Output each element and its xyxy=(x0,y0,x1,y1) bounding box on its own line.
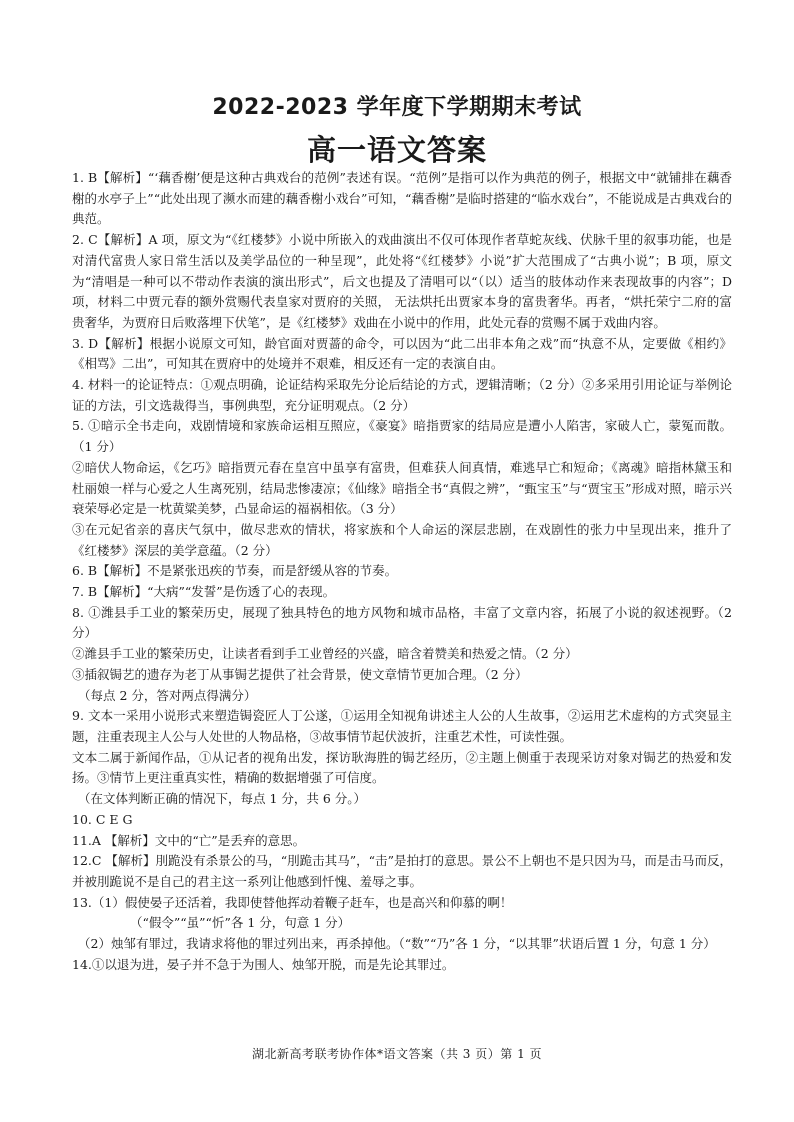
answer-subtitle: 高一语文答案 xyxy=(306,133,487,167)
answer-12: 12.C 【解析】刖跪没有杀景公的马，“刖跪击其马”，“击”是拍打的意思。景公不上朝也不是只因为马，而是击马而反，并被刖跪说不是自己的君主这一系列让他感到忏愧、羞辱之事。 xyxy=(72,853,732,889)
answer-6: 6. B【解析】不是紧张迅疾的节奏，而是舒缓从容的节奏。 xyxy=(72,563,398,579)
answer-8-scoring-note: （每点 2 分，答对两点得满分） xyxy=(78,687,257,703)
answer-13-part-1-scoring: （“假令”“虽”“忻”各 1 分，句意 1 分） xyxy=(130,915,351,931)
answer-5-point-2: ②暗伏人物命运，《乞巧》暗指贾元春在皇宫中虽享有富贵，但难获人间真情，难逃早亡和短命；《离魂》暗指林黛玉和杜丽娘一样与心爱之人生离死别，结局悲惨凄凉；《仙缘》暗指全书“真假之辨”，“甄宝玉”与“贾宝玉”形成对照，暗示兴衰荣辱必定是一枕黄粱美梦，凸显命运的福祸相依。（3 分） xyxy=(72,459,732,517)
answer-1: 1. B【解析】“‘藕香榭’便是这种古典戏台的范例”表述有误。“范例”是指可以作为典范的例子，根据文中“就铺排在藕香榭的水亭子上”“此处出现了濒水而建的藕香榭小戏台”可知，“藕香榭”是临时搭建的“临水戏台”，不能说成是古典戏台的典范。 xyxy=(72,170,732,227)
answer-5-point-3: ③在元妃省亲的喜庆气氛中，做尽悲欢的情状，将家族和个人命运的深层悲剧，在戏剧性的张力中呈现出来，推升了《红楼梦》深层的美学意蕴。（2 分） xyxy=(72,521,732,558)
answer-9-text-1: 9. 文本一采用小说形式来塑造锔瓷匠人丁公遂，①运用全知视角讲述主人公的人生故事，②运用艺术虚构的方式突显主题，注重表现主人公与人处世的人物品格，③故事情节起伏波折，注重艺术性，可读性强。 xyxy=(72,708,732,744)
answer-8-point-2: ②潍县手工业的繁荣历史，让读者看到手工业曾经的兴盛，暗含着赞美和热爱之情。（2 分） xyxy=(72,646,578,662)
answer-11: 11.A 【解析】文中的“亡”是丢弃的意思。 xyxy=(72,832,306,848)
page-footer: 湖北新高考联考协作体*语文答案（共 3 页）第 1 页 xyxy=(251,1047,543,1061)
answer-10: 10. C E G xyxy=(72,811,133,827)
answer-body xyxy=(72,168,732,975)
answer-14: 14.①以退为进，晏子并不急于为围人、烛邹开脱，而是先论其罪过。 xyxy=(72,956,455,972)
answer-4: 4. 材料一的论证特点：①观点明确，论证结构采取先分论后结论的方式，逻辑清晰；（2 分）②多采用引用论证与举例论证的方法，引文选裁得当，事例典型，充分证明观点。（2 分） xyxy=(72,377,732,413)
answer-9-scoring-note: （在文体判断正确的情况下，每点 1 分，共 6 分。） xyxy=(78,791,367,807)
answer-9-text-2: 文本二属于新闻作品，①从记者的视角出发，探访耿海胜的锔艺经历，②主题上侧重于表现采访对象对锔艺的热爱和发扬。③情节上更注重真实性，精确的数据增强了可信度。 xyxy=(72,749,732,786)
answer-8-point-3: ③插叙锔艺的遗存为老丁从事锔艺提供了社会背景，使文章情节更加合理。（2 分） xyxy=(72,666,528,682)
answer-7: 7. B【解析】“大病”“发誓”是伤透了心的表现。 xyxy=(72,584,336,600)
answer-5-point-1: 5. ①暗示全书走向，戏剧情境和家族命运相互照应，《豪宴》暗指贾家的结局应是遭小人陷害，家破人亡，蒙冤而散。（1 分） xyxy=(72,418,732,455)
answer-3: 3. D【解析】根据小说原文可知，龄官面对贾蔷的命令，可以因为“此二出非本角之戏”而“执意不从，定要做《相约》《相骂》二出”，可知其在贾府中的处境并不艰难，相反还有一定的表演自由。 xyxy=(72,335,732,372)
answer-13-part-1: 13.（1）假使晏子还活着，我即使替他挥动着鞭子赶车，也是高兴和仰慕的啊！ xyxy=(72,894,513,910)
answer-8-point-1: 8. ①潍县手工业的繁荣历史，展现了独具特色的地方风物和城市品格，丰富了文章内容，拓展了小说的叙述视野。（2 分） xyxy=(72,604,732,641)
answer-13-part-2: （2）烛邹有罪过，我请求将他的罪过列出来，再杀掉他。（“数”“乃”各 1 分，“以其罪”状语后置 1 分，句意 1 分） xyxy=(78,936,716,952)
answer-2: 2. C【解析】A 项，原文为“《红楼梦》小说中所嵌入的戏曲演出不仅可体现作者草蛇灰线、伏脉千里的叙事功能，也是对清代富贵人家日常生活以及美学品位的一种呈现”，此处将“《红楼梦》小说”扩大范围成了“古典小说”；B 项，原文为“清唱是一种可以不带动作表演的演出形式”，后文也提及了清唱可以“（以）适当的肢体动作来表现故事的内容”；D 项，材料二中贾元春的额外赏赐代表皇家对贾府的关照， 无法烘托出贾家本身的富贵奢华。再者，“烘托荣宁二府的富贵奢华，为贾府日后败落埋下伏笔”，是《红楼梦》戏曲在小说中的作用，此处元春的赏赐不属于戏曲内容。 xyxy=(72,232,732,330)
exam-title: 2022-2023 学年度下学期期末考试 xyxy=(212,95,582,120)
